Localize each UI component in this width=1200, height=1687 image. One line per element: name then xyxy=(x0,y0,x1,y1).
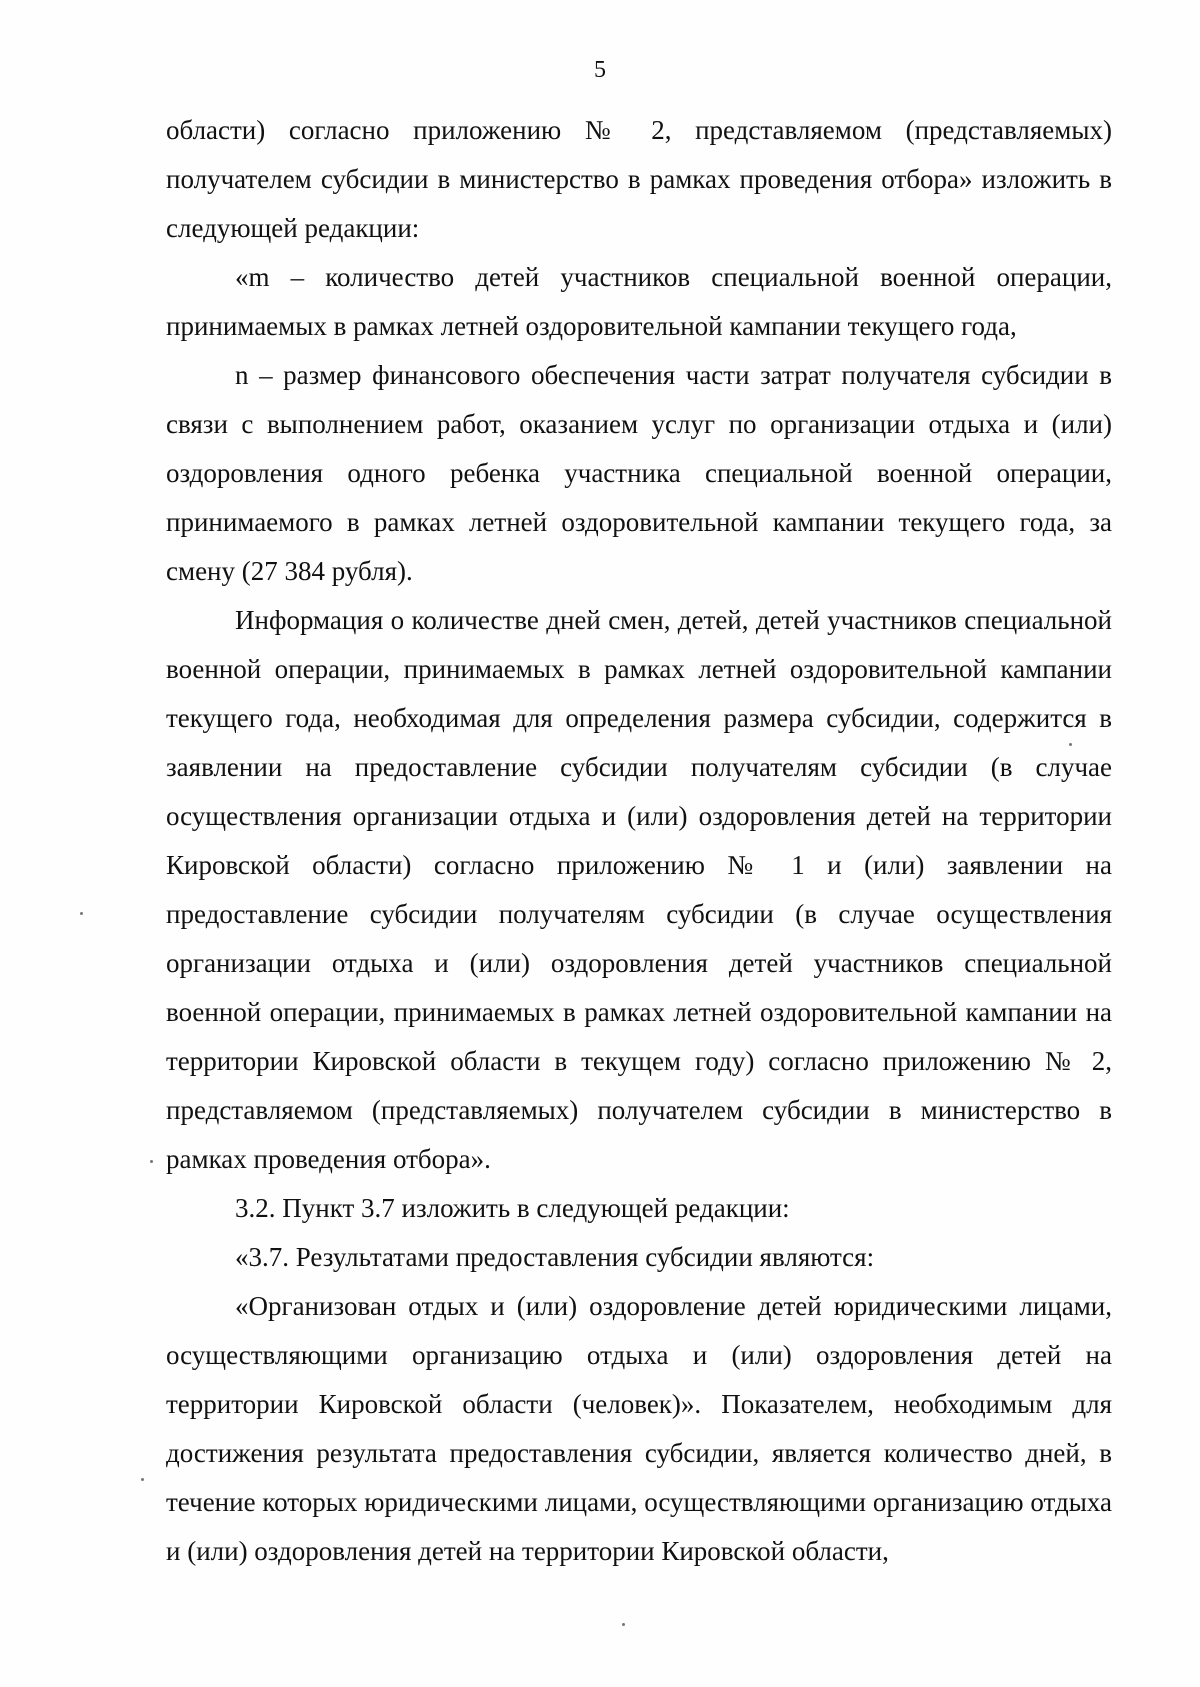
paragraph-clause-3-7: «3.7. Результатами предоставления субсидии являются: xyxy=(235,1242,875,1272)
paragraph-information: Информация о количестве дней смен, детей, детей участников специальной военной операции, принимаемых в рамках летней оздоровительной кампании текущего года, необходимая для определения размера субсидии, содержится в заявлении на предоставление субсидии получателям субсидии (в случае осуществления организации отдыха и (или) оздоровления детей на территории Кировской области) согласно приложению № 1 и (или) заявлении на предоставление субсидии получателям субсидии (в случае осуществления организации отдыха и (или) оздоровления детей участников специальной военной операции, принимаемых в рамках летней оздоровительной кампании на территории Кировской области в текущем году) согласно приложению № 2, представляемом (представляемых) получателем субсидии в министерство в рамках проведения отбора». xyxy=(166,605,1112,1174)
scan-speck xyxy=(150,1160,153,1163)
scan-speck xyxy=(622,1623,625,1626)
paragraph-clause-3-2: 3.2. Пункт 3.7 изложить в следующей редакции: xyxy=(235,1193,790,1223)
scan-speck xyxy=(1069,743,1072,746)
scan-speck xyxy=(80,912,83,915)
scan-speck xyxy=(141,1478,144,1481)
paragraph-results: «Организован отдых и (или) оздоровление детей юридическими лицами, осуществляющими организацию отдыха и (или) оздоровления детей на территории Кировской области (человек)». Показателем, необходимым для достижения результата предоставления субсидии, является количество дней, в течение которых юридическими лицами, осуществляющими организацию отдыха и (или) оздоровления детей на территории Кировской области, xyxy=(166,1291,1112,1566)
paragraph-definition-m: «m – количество детей участников специальной военной операции, принимаемых в рамках летней оздоровительной кампании текущего года, xyxy=(166,262,1112,341)
page-number: 5 xyxy=(594,57,606,83)
paragraph-definition-n: n – размер финансового обеспечения части затрат получателя субсидии в связи с выполнением работ, оказанием услуг по организации отдыха и (или) оздоровления одного ребенка участника специальной военной операции, принимаемого в рамках летней оздоровительной кампании текущего года, за смену (27 384 рубля). xyxy=(166,360,1112,586)
document-body xyxy=(166,106,1112,1576)
paragraph-continuation: области) согласно приложению № 2, представляемом (представляемых) получателем субсидии в министерство в рамках проведения отбора» изложить в следующей редакции: xyxy=(166,115,1112,243)
